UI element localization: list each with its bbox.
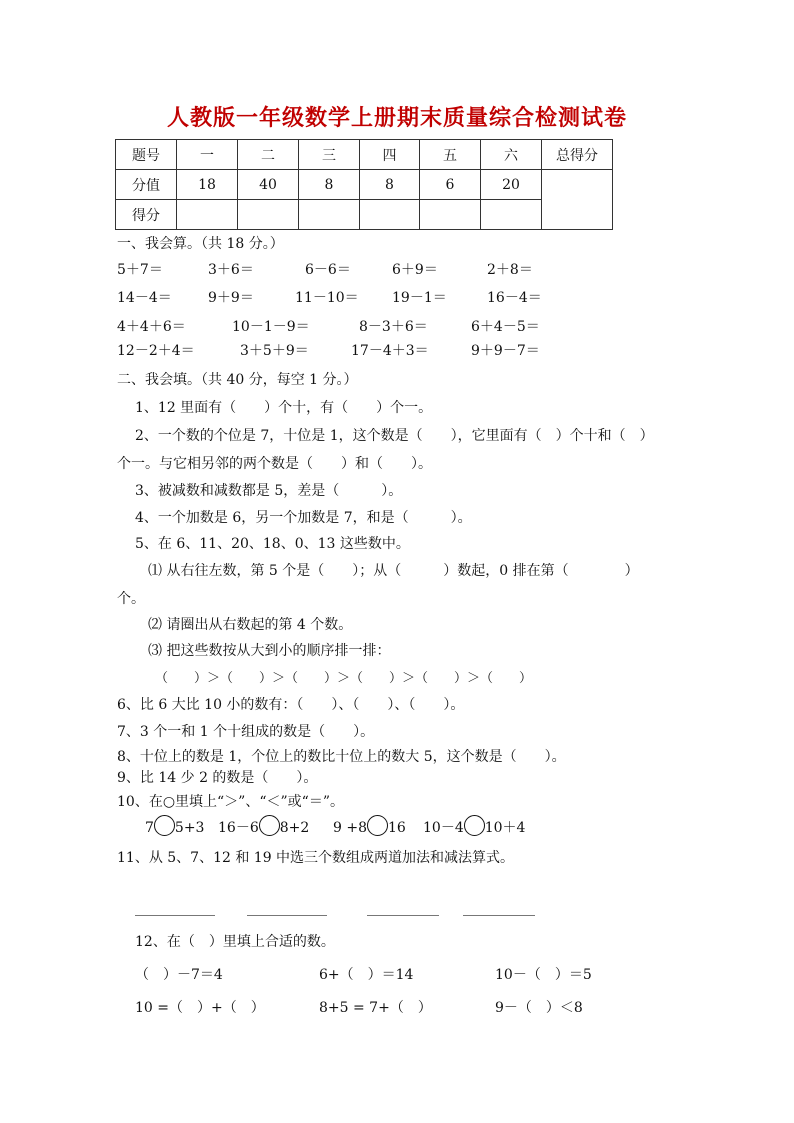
- calc-item: 5＋7＝: [117, 262, 163, 278]
- fill-item: 6+（ ）＝14: [319, 967, 414, 983]
- circle-blank[interactable]: [464, 815, 485, 836]
- question-2: 2、一个数的个位是 7，十位是 1，这个数是（ ），它里面有（ ）个十和（ ）: [135, 428, 654, 444]
- total-score-cell[interactable]: [542, 170, 613, 230]
- question-5-1: ⑴ 从右往左数，第 5 个是（ ）；从（ ）数起，0 排在第（ ）: [148, 563, 639, 579]
- question-10: 10、在○里填上“＞”、“＜”或“＝”。: [117, 794, 344, 810]
- compare-left: 7: [145, 820, 154, 836]
- score-cell[interactable]: [299, 200, 360, 230]
- compare-left: 9 +8: [333, 820, 367, 836]
- question-4: 4、一个加数是 6，另一个加数是 7，和是（ ）。: [135, 510, 472, 526]
- compare-right: 5+3: [174, 820, 205, 836]
- section1-heading: 一、我会算。（共 18 分。）: [117, 236, 284, 252]
- value-cell: 40: [238, 170, 299, 200]
- section2-heading: 二、我会填。（共 40 分，每空 1 分。）: [117, 372, 358, 388]
- compare-item: [423, 815, 525, 837]
- score-cell[interactable]: [238, 200, 299, 230]
- question-11: 11、从 5、7、12 和 19 中选三个数组成两道加法和减法算式。: [117, 850, 515, 866]
- calc-item: 9＋9－7＝: [471, 343, 540, 359]
- calc-item: 6＋9＝: [392, 262, 438, 278]
- calc-item: 6－6＝: [305, 262, 351, 278]
- score-table-score-row: [116, 200, 613, 230]
- fill-item: 10－（ ）＝5: [495, 967, 592, 983]
- score-cell[interactable]: [420, 200, 481, 230]
- header-cell: 五: [420, 140, 481, 170]
- header-cell: 四: [360, 140, 420, 170]
- header-cell: 六: [481, 140, 542, 170]
- question-5-3-blanks: （ ）＞（ ）＞（ ）＞（ ）＞（ ）＞（ ）: [155, 671, 533, 686]
- calc-item: 2＋8＝: [487, 262, 533, 278]
- question-7: 7、3 个一和 1 个十组成的数是（ ）。: [117, 724, 375, 740]
- score-cell[interactable]: [481, 200, 542, 230]
- value-cell: 6: [420, 170, 481, 200]
- compare-item: [145, 815, 204, 836]
- compare-item: [218, 815, 309, 837]
- calc-item: 9＋9＝: [208, 290, 254, 306]
- question-2-cont: 个一。与它相另邻的两个数是（ ）和（ ）。: [117, 456, 432, 472]
- calc-item: 3＋6＝: [208, 262, 254, 278]
- compare-left: 16－6: [218, 820, 259, 836]
- question-8: 8、十位上的数是 1，个位上的数比十位上的数大 5，这个数是（ ）。: [117, 749, 566, 765]
- answer-line[interactable]: [135, 915, 215, 916]
- answer-line[interactable]: [247, 915, 327, 916]
- score-cell[interactable]: [360, 200, 420, 230]
- calc-item: 8－3＋6＝: [359, 319, 428, 335]
- circle-blank[interactable]: [154, 815, 175, 836]
- question-12: 12、在（ ）里填上合适的数。: [135, 934, 335, 950]
- header-cell: 总得分: [542, 140, 613, 170]
- calc-item: 11－10＝: [295, 290, 359, 306]
- question-5-3: ⑶ 把这些数按从大到小的顺序排一排：: [148, 643, 391, 659]
- circle-blank[interactable]: [259, 815, 280, 836]
- score-table-header-row: [116, 140, 613, 170]
- score-table: [115, 139, 613, 230]
- compare-left: 10－4: [423, 820, 464, 836]
- question-3: 3、被减数和减数都是 5，差是（ ）。: [135, 483, 403, 499]
- fill-item: 10 =（ ）+（ ）: [135, 1000, 265, 1016]
- circle-blank[interactable]: [367, 815, 388, 836]
- fill-item: 9－（ ）＜8: [495, 1000, 583, 1016]
- compare-right: 8+2: [279, 820, 310, 836]
- compare-right: 10＋4: [484, 820, 526, 836]
- compare-right: 16: [388, 820, 406, 836]
- calc-item: 17－4＋3＝: [351, 343, 429, 359]
- fill-item: 8+5 = 7+（ ）: [319, 1000, 432, 1016]
- header-cell: 题号: [116, 140, 177, 170]
- compare-item: [333, 815, 406, 836]
- value-cell: 18: [177, 170, 238, 200]
- score-cell[interactable]: [177, 200, 238, 230]
- header-cell: 三: [299, 140, 360, 170]
- question-9: 9、比 14 少 2 的数是（ ）。: [117, 770, 318, 786]
- calc-item: 6＋4－5＝: [471, 319, 540, 335]
- answer-line[interactable]: [463, 915, 535, 916]
- question-5-2: ⑵ 请圈出从右数起的第 4 个数。: [148, 617, 353, 633]
- page-title: 人教版一年级数学上册期末质量综合检测试卷: [166, 105, 627, 131]
- question-6: 6、比 6 大比 10 小的数有：（ ）、（ ）、（ ）。: [117, 697, 465, 713]
- calc-item: 14－4＝: [117, 290, 172, 306]
- row-label: 分值: [116, 170, 177, 200]
- question-5: 5、在 6、11、20、18、0、13 这些数中。: [135, 536, 410, 552]
- calc-item: 10－1－9＝: [232, 319, 310, 335]
- header-cell: 一: [177, 140, 238, 170]
- question-5-1-cont: 个。: [117, 591, 145, 607]
- header-cell: 二: [238, 140, 299, 170]
- calc-item: 4＋4＋6＝: [117, 319, 186, 335]
- calc-item: 16－4＝: [487, 290, 542, 306]
- calc-item: 12－2＋4＝: [117, 343, 195, 359]
- fill-item: （ ）－7＝4: [135, 967, 223, 983]
- question-1: 1、12 里面有（ ）个十，有（ ）个一。: [135, 400, 433, 416]
- score-table-value-row: [116, 170, 613, 200]
- value-cell: 20: [481, 170, 542, 200]
- row-label: 得分: [116, 200, 177, 230]
- value-cell: 8: [299, 170, 360, 200]
- calc-item: 3＋5＋9＝: [240, 343, 309, 359]
- calc-item: 19－1＝: [392, 290, 447, 306]
- answer-line[interactable]: [367, 915, 439, 916]
- value-cell: 8: [360, 170, 420, 200]
